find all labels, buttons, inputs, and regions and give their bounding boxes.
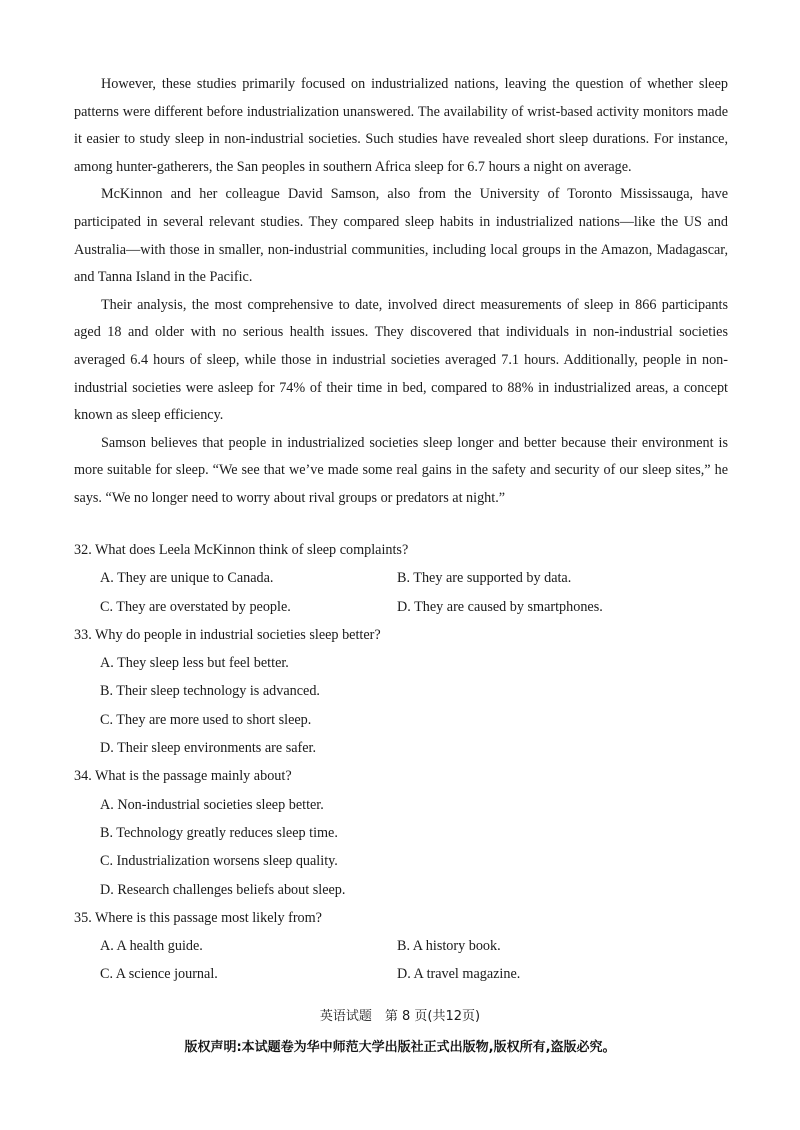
option-b: B. They are supported by data. [397, 570, 572, 587]
option-d: D. Their sleep environments are safer. [100, 740, 317, 757]
copyright-notice: 版权声明:本试题卷为华中师范大学出版社正式出版物,版权所有,盗版必究。 [184, 1040, 616, 1055]
option-b: B. Their sleep technology is advanced. [100, 683, 320, 700]
answer-options [100, 564, 734, 621]
answer-options [100, 649, 734, 762]
passage-paragraph-3: Their analysis, the most comprehensive to date, involved direct measurements of sleep in 866 participants aged 18 and older with no serious health issues. They discovered that individuals in non-industrial societies averaged 6.4 hours of sleep, while those in industrial societies averaged 7.1 hours. Additionally, people in non-industrial societies were asleep for 74% of their time in bed, compared to 88% in industrialized areas, a concept known as sleep efficiency. [74, 296, 728, 424]
question-stem: 34. What is the passage mainly about? [74, 768, 292, 785]
question-stem: 35. Where is this passage most likely from? [74, 909, 322, 926]
answer-options [100, 932, 734, 989]
option-c: C. They are overstated by people. [100, 598, 291, 615]
option-d: D. They are caused by smartphones. [397, 598, 603, 615]
option-a: A. They are unique to Canada. [100, 570, 274, 587]
option-b: B. A history book. [397, 938, 501, 955]
question-stem: 32. What does Leela McKinnon think of sleep complaints? [74, 542, 409, 558]
option-a: A. They sleep less but feel better. [100, 655, 289, 672]
reading-passage [74, 71, 728, 513]
option-c: C. They are more used to short sleep. [100, 711, 312, 728]
answer-options [100, 791, 734, 904]
option-a: A. Non-industrial societies sleep better. [100, 796, 324, 813]
question-32 [74, 536, 734, 621]
question-stem: 33. Why do people in industrial societies sleep better? [74, 626, 381, 643]
question-33 [74, 621, 734, 762]
option-c: C. Industrialization worsens sleep quality. [100, 853, 338, 870]
option-a: A. A health guide. [100, 938, 203, 955]
passage-paragraph-1: However, these studies primarily focused on industrialized nations, leaving the question of whether sleep patterns were different before industrialization unanswered. The availability of wrist-based activity monitors made it easier to study sleep in non-industrial societies. Such studies have revealed short sleep durations. For instance, among hunter-gatherers, the San peoples in southern Africa sleep for 6.7 hours a night on average. [74, 76, 728, 175]
page-number-footer: 英语试题 第 8 页(共12页) [319, 1009, 481, 1024]
option-b: B. Technology greatly reduces sleep time. [100, 824, 338, 841]
question-34 [74, 762, 734, 903]
question-35 [74, 904, 734, 989]
option-c: C. A science journal. [100, 966, 218, 983]
option-d: D. A travel magazine. [397, 966, 521, 983]
passage-paragraph-2: McKinnon and her colleague David Samson, also from the University of Toronto Mississauga, have participated in several relevant studies. They compared sleep habits in industrialized nations—like the US and Australia—with those in smaller, non-industrial communities, including local groups in the Amazon, Madagascar, and Tanna Island in the Pacific. [74, 186, 728, 286]
option-d: D. Research challenges beliefs about sleep. [100, 881, 346, 898]
passage-paragraph-4: Samson believes that people in industrialized societies sleep longer and better because their environment is more suitable for sleep. “We see that we’ve made some real gains in the safety and security of our sleep sites,” he says. “We no longer need to worry about rival groups or predators at night.” [74, 434, 728, 506]
question-list [74, 536, 734, 989]
